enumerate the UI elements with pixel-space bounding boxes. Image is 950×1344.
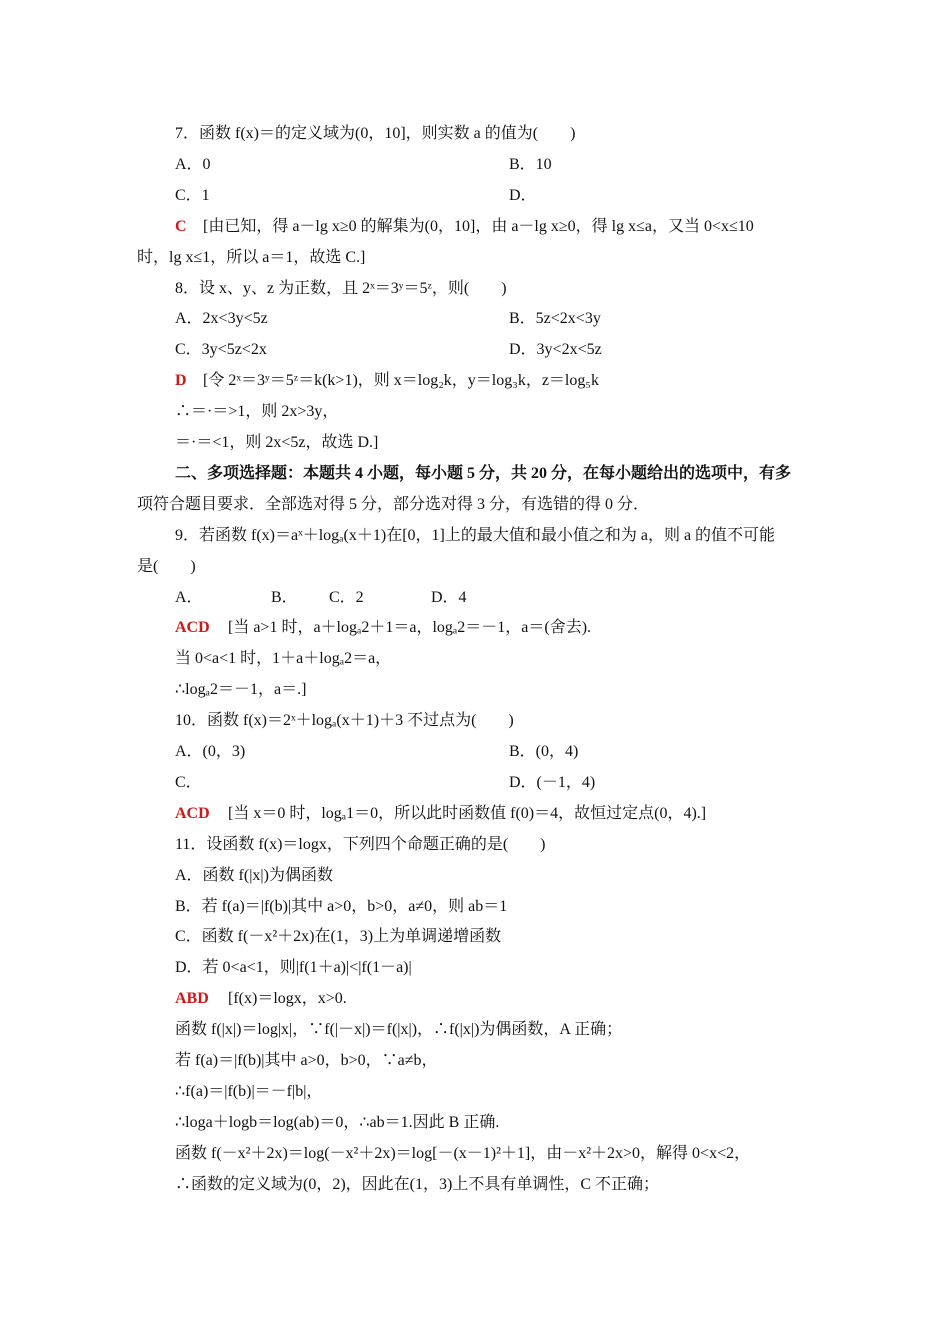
option-left: C．3y<5z<2x — [175, 341, 267, 359]
option-q4: D．4 — [431, 588, 467, 606]
text-line — [0, 242, 950, 273]
answer-tag: ACD — [175, 619, 210, 637]
option-q1: A． — [175, 588, 203, 606]
text-line — [0, 520, 950, 551]
text-line — [0, 1138, 950, 1169]
solution-text: [由已知，得 a－lg x≥0 的解集为(0，10]，由 a－lg x≥0，得 lg x≤a，又当 0<x≤10 — [203, 217, 754, 235]
option-left: A．(0，3) — [175, 743, 246, 760]
solution-text: [令 2ˣ＝3ʸ＝5ᶻ＝k(k>1)，则 x＝log₂k，y＝log₃k，z＝log₅k — [203, 372, 599, 390]
option-left: C．1 — [175, 186, 210, 204]
body-text: D．若 0<a<1，则|f(1＋a)|<|f(1－a)| — [175, 959, 412, 977]
text-line — [0, 582, 950, 613]
section-heading: 二、多项选择题：本题共 4 小题，每小题 5 分，共 20 分，在每小题给出的选项中，有多 — [175, 464, 792, 482]
text-line — [0, 674, 950, 705]
text-line — [0, 829, 950, 860]
answer-tag: ABD — [175, 990, 209, 1008]
body-text: 若 f(a)＝|f(b)|其中 a>0，b>0，∵a≠b， — [175, 1052, 438, 1069]
body-text: C．函数 f(－x²＋2x)在(1，3)上为单调递增函数 — [175, 928, 502, 946]
text-line — [0, 118, 950, 149]
text-line — [0, 736, 950, 767]
solution-text: [当 a>1 时，a＋logₐ2＋1＝a，logₐ2＝－1，a＝(舍去). — [228, 619, 592, 637]
body-text: ∴logₐ2＝－1，a＝.] — [175, 681, 307, 699]
body-text: 是( ) — [137, 557, 196, 575]
body-text: 9．若函数 f(x)＝aˣ＋logₐ(x＋1)在[0，1]上的最大值和最小值之和为 a，则 a 的值不可能 — [175, 526, 776, 544]
option-right: D． — [509, 186, 537, 204]
body-text: 函数 f(|x|)＝log|x|，∵f(|－x|)＝f(|x|)，∴f(|x|)为偶函数，A 正确； — [175, 1021, 623, 1039]
answer-tag: C — [175, 217, 187, 235]
text-line — [0, 180, 950, 211]
body-text: 7．函数 f(x)＝的定义域为(0，10]，则实数 a 的值为( ) — [175, 125, 576, 142]
option-q2: B． — [271, 588, 298, 606]
body-text: ∴函数的定义域为(0，2)，因此在(1，3)上不具有单调性，C 不正确； — [175, 1175, 659, 1193]
answer-tag: ACD — [175, 804, 210, 822]
text-line — [0, 1014, 950, 1045]
text-line — [0, 1076, 950, 1107]
option-right: B．5z<2x<3y — [509, 310, 601, 328]
text-line — [0, 489, 950, 520]
body-text: ∴f(a)＝|f(b)|＝－f|b|， — [175, 1082, 323, 1100]
text-line — [0, 334, 950, 365]
text-line — [0, 983, 950, 1014]
text-line — [0, 798, 950, 829]
body-text: 项符合题目要求．全部选对得 5 分，部分选对得 3 分，有选错的得 0 分． — [137, 495, 650, 513]
body-text: 10．函数 f(x)＝2ˣ＋logₐ(x＋1)＋3 不过点为( ) — [175, 712, 514, 730]
solution-text: [f(x)＝logx，x>0. — [228, 990, 347, 1008]
text-line — [0, 767, 950, 798]
text-line — [0, 891, 950, 922]
option-right: B．(0，4) — [509, 743, 579, 760]
text-line — [0, 458, 950, 489]
option-right: D．3y<2x<5z — [509, 341, 602, 359]
text-line — [0, 860, 950, 891]
body-text: 11．设函数 f(x)＝logx，下列四个命题正确的是( ) — [175, 835, 546, 853]
text-line — [0, 612, 950, 643]
answer-tag: D — [175, 372, 187, 390]
text-line — [0, 396, 950, 427]
body-text: A．函数 f(|x|)为偶函数 — [175, 866, 333, 884]
text-line — [0, 273, 950, 304]
text-line — [0, 952, 950, 983]
option-q3: C．2 — [329, 588, 364, 606]
text-line — [0, 705, 950, 736]
text-line — [0, 365, 950, 396]
body-text: 8．设 x、y、z 为正数，且 2ˣ＝3ʸ＝5ᶻ，则( ) — [175, 279, 507, 297]
text-line — [0, 921, 950, 952]
text-line — [0, 1169, 950, 1200]
option-left: C． — [175, 773, 202, 791]
body-text: B．若 f(a)＝|f(b)|其中 a>0，b>0，a≠0，则 ab＝1 — [175, 897, 508, 915]
text-line — [0, 149, 950, 180]
text-line — [0, 1045, 950, 1076]
text-line — [0, 427, 950, 458]
text-line — [0, 303, 950, 334]
text-line — [0, 551, 950, 582]
body-text: ∴＝·＝>1，则 2x>3y， — [175, 403, 339, 421]
text-line — [0, 1107, 950, 1138]
body-text: ＝·＝<1，则 2x<5z，故选 D.] — [175, 434, 379, 451]
option-left: A．0 — [175, 155, 211, 173]
option-right: B．10 — [509, 155, 552, 173]
body-text: 当 0<a<1 时，1＋a＋logₐ2＝a， — [175, 650, 392, 668]
body-text: 时，lg x≤1，所以 a＝1，故选 C.] — [137, 248, 366, 266]
text-line — [0, 643, 950, 674]
text-line — [0, 211, 950, 242]
body-text: ∴loga＋logb＝log(ab)＝0，∴ab＝1.因此 B 正确. — [175, 1113, 500, 1131]
option-left: A．2x<3y<5z — [175, 310, 268, 328]
solution-text: [当 x＝0 时，logₐ1＝0，所以此时函数值 f(0)＝4，故恒过定点(0，4).] — [228, 804, 707, 822]
body-text: 函数 f(－x²＋2x)＝log(－x²＋2x)＝log[－(x－1)²＋1]，由－x²＋2x>0，解得 0<x<2， — [175, 1144, 751, 1162]
option-right: D．(－1，4) — [509, 773, 596, 791]
